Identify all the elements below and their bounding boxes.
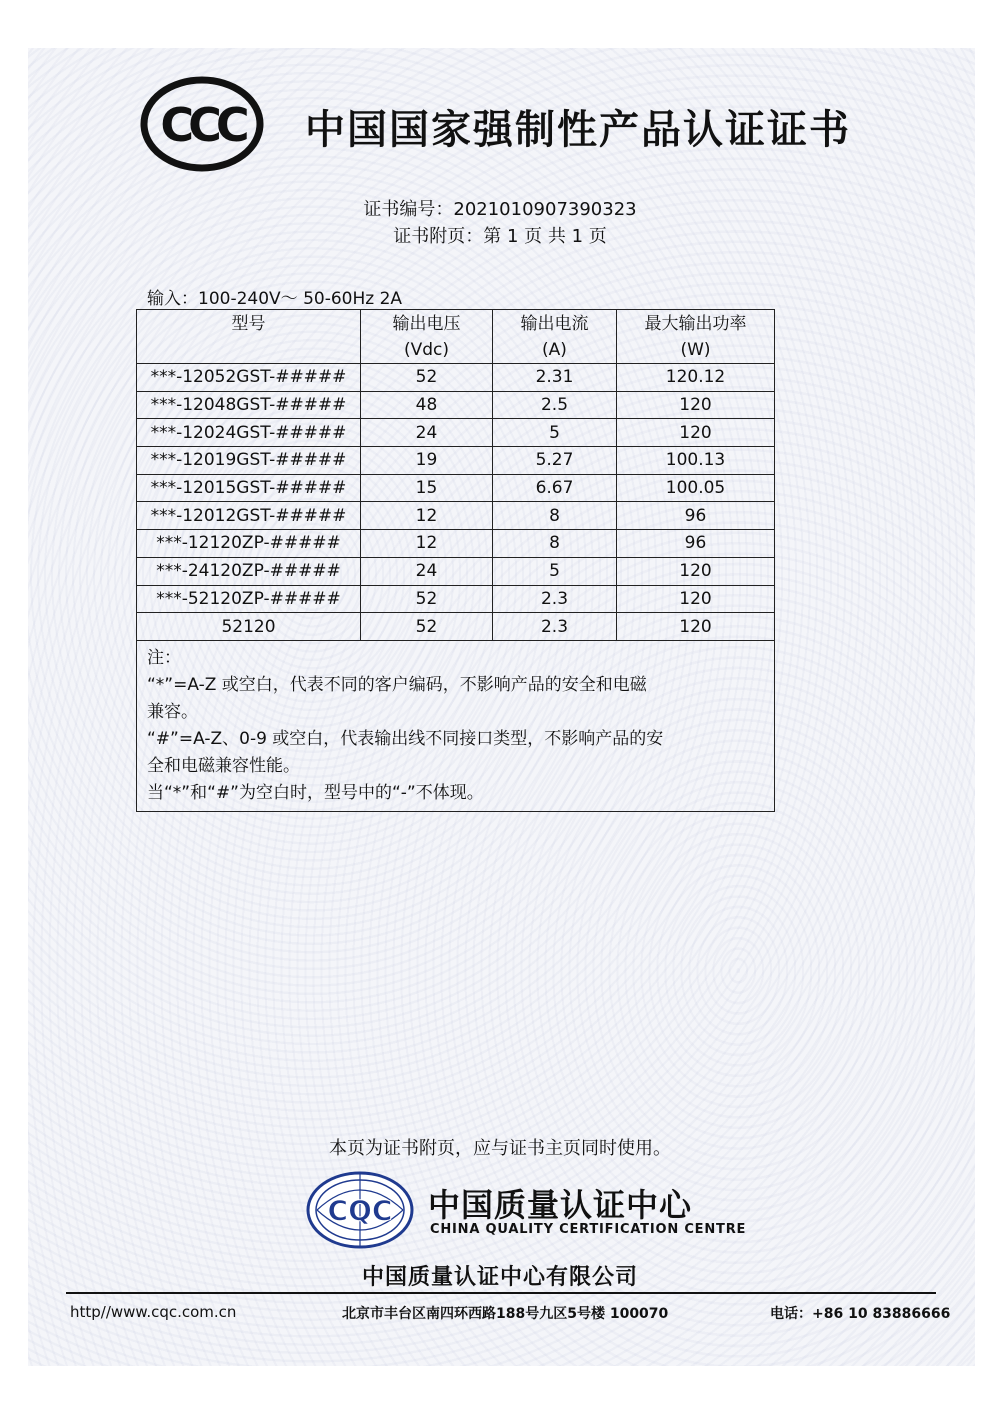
cqc-name-cn: 中国质量认证中心 (428, 1186, 693, 1224)
model-cell: ***-52120ZP-##### (137, 585, 361, 613)
header-output-voltage: 输出电压 (Vdc) (361, 310, 493, 364)
notes-row (137, 640, 775, 811)
note-line: “#”=A-Z、0-9 或空白，代表输出线不同接口类型，不影响产品的安 (147, 728, 664, 749)
website-url: http//www.cqc.com.cn (70, 1303, 237, 1321)
table-row (137, 613, 775, 641)
note-line: “*”=A-Z 或空白，代表不同的客户编码，不影响产品的安全和电磁 (147, 674, 647, 695)
current-cell: 2.5 (493, 391, 617, 419)
power-cell: 100.13 (617, 447, 775, 475)
model-cell: ***-24120ZP-##### (137, 557, 361, 585)
note-line: 全和电磁兼容性能。 (147, 755, 300, 776)
note-line: 当“*”和“#”为空白时，型号中的“-”不体现。 (147, 782, 484, 803)
header-output-current: 输出电流 (A) (493, 310, 617, 364)
table-row (137, 364, 775, 392)
current-cell: 5.27 (493, 447, 617, 475)
company-name: 中国质量认证中心有限公司 (361, 1265, 638, 1290)
power-cell: 120 (617, 391, 775, 419)
svg-text:CCC: CCC (160, 98, 244, 152)
power-cell: 120 (617, 557, 775, 585)
current-cell: 2.31 (493, 364, 617, 392)
current-cell: 8 (493, 530, 617, 558)
ccc-logo (140, 75, 264, 173)
certificate-number: 证书编号：2021010907390323 (363, 199, 637, 220)
phone: 电话：+86 10 83886666 (770, 1306, 951, 1322)
current-cell: 8 (493, 502, 617, 530)
note-line: 注： (147, 647, 181, 668)
appendix-note: 本页为证书附页，应与证书主页同时使用。 (329, 1138, 671, 1159)
notes-cell (137, 640, 775, 811)
header-model: 型号 (137, 310, 361, 364)
voltage-cell: 52 (361, 585, 493, 613)
model-cell: 52120 (137, 613, 361, 641)
model-cell: ***-12015GST-##### (137, 474, 361, 502)
header-max-power: 最大输出功率 (W) (617, 310, 775, 364)
voltage-cell: 52 (361, 364, 493, 392)
voltage-cell: 12 (361, 502, 493, 530)
power-cell: 120 (617, 585, 775, 613)
model-cell: ***-12012GST-##### (137, 502, 361, 530)
model-cell: ***-12048GST-##### (137, 391, 361, 419)
power-cell: 120 (617, 613, 775, 641)
current-cell: 6.67 (493, 474, 617, 502)
power-cell: 120.12 (617, 364, 775, 392)
model-cell: ***-12120ZP-##### (137, 530, 361, 558)
table-header-row (137, 310, 775, 364)
power-cell: 96 (617, 502, 775, 530)
table-row (137, 447, 775, 475)
model-cell: ***-12019GST-##### (137, 447, 361, 475)
voltage-cell: 15 (361, 474, 493, 502)
voltage-cell: 12 (361, 530, 493, 558)
cqc-logo (305, 1170, 415, 1250)
table-row (137, 419, 775, 447)
voltage-cell: 24 (361, 557, 493, 585)
voltage-cell: 24 (361, 419, 493, 447)
voltage-cell: 48 (361, 391, 493, 419)
power-cell: 120 (617, 419, 775, 447)
table-row (137, 391, 775, 419)
table-row (137, 474, 775, 502)
table-row (137, 557, 775, 585)
model-spec-table (136, 309, 775, 812)
svg-text:CQC: CQC (327, 1194, 393, 1227)
current-cell: 2.3 (493, 613, 617, 641)
table-row (137, 530, 775, 558)
voltage-cell: 52 (361, 613, 493, 641)
table-row (137, 585, 775, 613)
power-cell: 100.05 (617, 474, 775, 502)
model-cell: ***-12052GST-##### (137, 364, 361, 392)
certificate-title: 中国国家强制性产品认证证书 (305, 107, 851, 153)
note-line: 兼容。 (147, 701, 198, 722)
voltage-cell: 19 (361, 447, 493, 475)
power-cell: 96 (617, 530, 775, 558)
current-cell: 5 (493, 419, 617, 447)
current-cell: 5 (493, 557, 617, 585)
cqc-name-en: CHINA QUALITY CERTIFICATION CENTRE (430, 1222, 747, 1237)
model-cell: ***-12024GST-##### (137, 419, 361, 447)
input-spec: 输入：100-240V～ 50-60Hz 2A (147, 289, 403, 309)
address: 北京市丰台区南四环西路188号九区5号楼 100070 (342, 1306, 669, 1322)
current-cell: 2.3 (493, 585, 617, 613)
footer-divider (66, 1292, 936, 1294)
table-row (137, 502, 775, 530)
page-indicator: 证书附页：第 1 页 共 1 页 (393, 226, 607, 247)
